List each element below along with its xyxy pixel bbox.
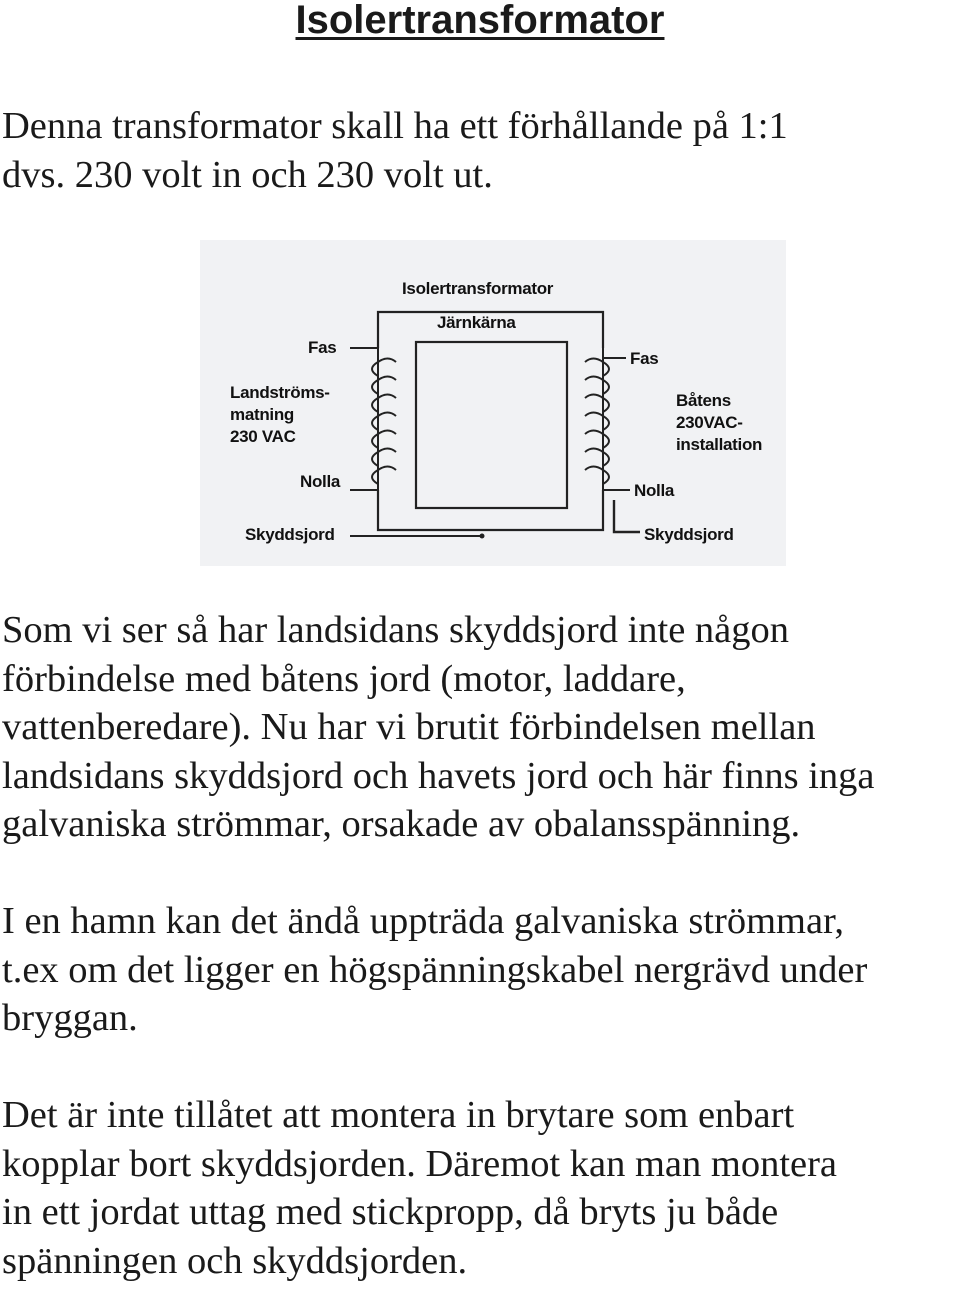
load-label-line: installation	[676, 435, 763, 454]
left-fas-label: Fas	[308, 338, 337, 357]
paragraph-3	[2, 1091, 837, 1285]
right-fas-label: Fas	[630, 349, 659, 368]
transformer-diagram	[200, 240, 786, 566]
diagram-title: Isolertransformator	[402, 279, 554, 298]
secondary-winding	[585, 348, 609, 490]
left-nolla-label: Nolla	[300, 472, 341, 491]
transformer-diagram-svg	[200, 240, 786, 566]
paragraph-line: spänningen och skyddsjorden.	[2, 1239, 468, 1282]
right-skyddsjord-lead	[614, 500, 640, 532]
paragraph-line: Det är inte tillåtet att montera in brytare som enbart	[2, 1094, 795, 1136]
source-label-line: matning	[230, 405, 295, 424]
primary-winding	[372, 348, 396, 490]
paragraph-2	[2, 897, 867, 1043]
page-title: Isolertransformator	[295, 0, 665, 42]
core-frame-bottom	[378, 490, 603, 530]
source-label-line: 230 VAC	[230, 427, 296, 446]
paragraph-line: Som vi ser så har landsidans skyddsjord inte någon	[2, 609, 790, 651]
paragraph-line: I en hamn kan det ändå uppträda galvaniska strömmar,	[2, 900, 844, 942]
paragraph-line: t.ex om det ligger en högspänningskabel nergrävd under	[2, 948, 868, 991]
intro-line: dvs. 230 volt in och 230 volt ut.	[2, 153, 493, 196]
paragraph-line: in ett jordat uttag med stickpropp, då bryts ju både	[2, 1191, 779, 1233]
left-skyddsjord-label: Skyddsjord	[245, 525, 335, 544]
paragraph-line: kopplar bort skyddsjorden. Däremot kan man montera	[2, 1142, 838, 1185]
paragraph-1	[2, 606, 875, 849]
intro-line: Denna transformator skall ha ett förhållande på 1:1	[2, 105, 788, 147]
load-label-line: Båtens	[676, 391, 731, 410]
paragraph-line: galvaniska strömmar, orsakade av obalansspänning.	[2, 803, 801, 845]
paragraph-line: förbindelse med båtens jord (motor, laddare,	[2, 657, 686, 700]
paragraph-line: vattenberedare). Nu har vi brutit förbindelsen mellan	[2, 706, 816, 748]
paragraph-line: bryggan.	[2, 997, 138, 1039]
right-nolla-label: Nolla	[634, 481, 675, 500]
core-label: Järnkärna	[437, 313, 516, 332]
paragraph-line: landsidans skyddsjord och havets jord och här finns inga	[2, 754, 875, 797]
load-label-line: 230VAC-	[676, 413, 743, 432]
source-label-line: Landströms-	[230, 383, 330, 402]
left-skyddsjord-end	[480, 534, 485, 539]
intro-paragraph	[2, 102, 788, 199]
right-skyddsjord-label: Skyddsjord	[644, 525, 734, 544]
core-window	[416, 342, 567, 508]
